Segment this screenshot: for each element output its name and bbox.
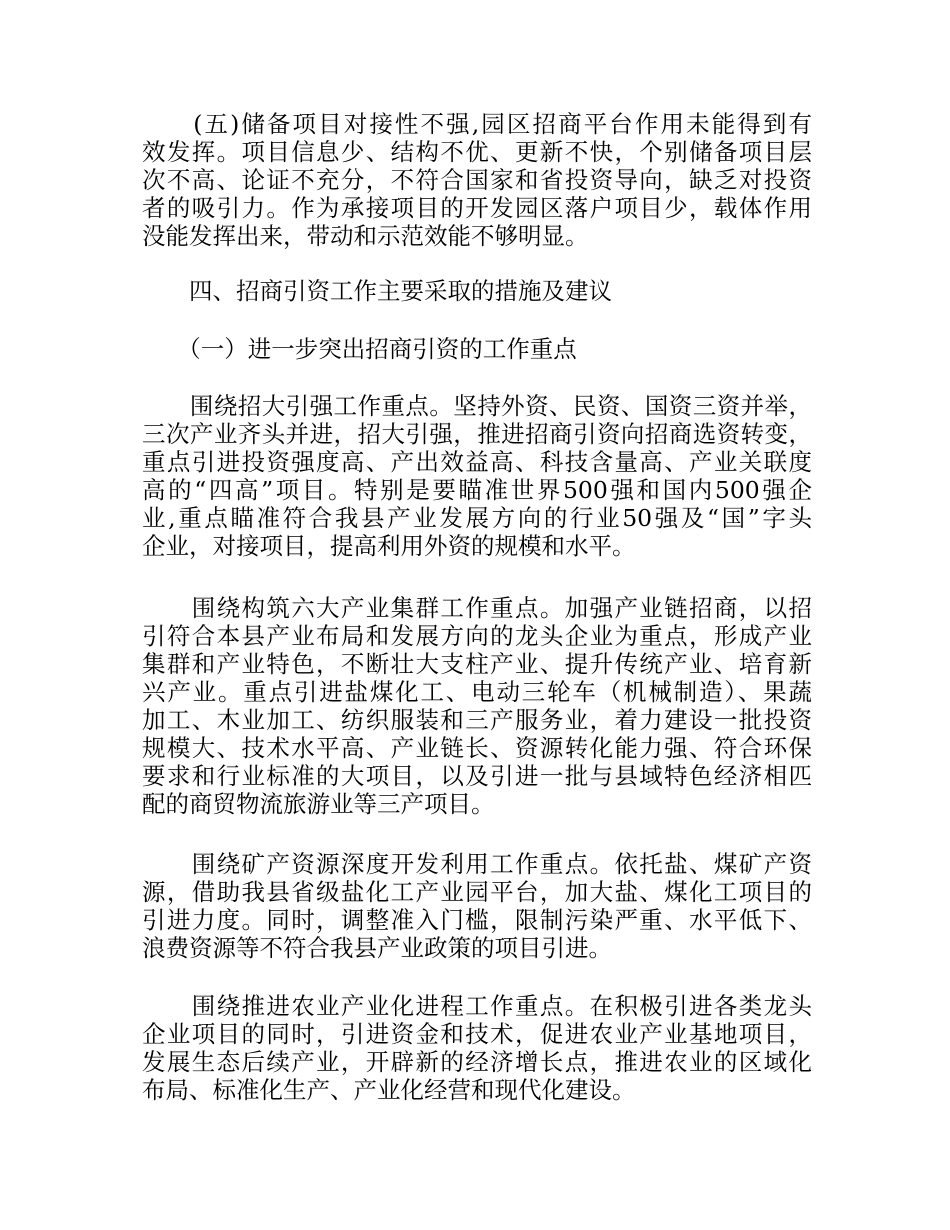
text-line: 浪费资源等不符合我县产业政策的项目引进。 bbox=[142, 934, 612, 962]
section-heading: 四、招商引资工作主要采取的措施及建议 bbox=[142, 277, 612, 305]
text-line: 加工、木业加工、纺织服装和三产服务业，着力建设一批投资 bbox=[142, 706, 812, 734]
document-page bbox=[142, 110, 812, 1104]
text-line: 高的“四高”项目。特别是要瞄准世界500强和国内500强企 bbox=[142, 476, 812, 504]
text-line: 围绕矿产资源深度开发利用工作重点。依托盐、煤矿产资 bbox=[142, 850, 812, 878]
text-line: 兴产业。重点引进盐煤化工、电动三轮车（机械制造）、果蔬 bbox=[142, 678, 812, 706]
text-line: 围绕推进农业产业化进程工作重点。在积极引进各类龙头 bbox=[142, 992, 812, 1020]
text-line: 配的商贸物流旅游业等三产项目。 bbox=[142, 790, 495, 818]
paragraph-industry-clusters bbox=[142, 594, 812, 818]
paragraph-mineral-resources bbox=[142, 850, 812, 962]
text-line: 围绕构筑六大产业集群工作重点。加强产业链招商，以招 bbox=[142, 594, 812, 622]
text-line: (五)储备项目对接性不强,园区招商平台作用未能得到有 bbox=[142, 110, 812, 138]
subsection-heading: （一）进一步突出招商引资的工作重点 bbox=[142, 335, 577, 363]
paragraph-spacer bbox=[142, 363, 812, 392]
text-line: 源，借助我县省级盐化工产业园平台，加大盐、煤化工项目的 bbox=[142, 878, 812, 906]
paragraph-spacer bbox=[142, 962, 812, 992]
paragraph-spacer bbox=[142, 818, 812, 850]
text-line: 效发挥。项目信息少、结构不优、更新不快，个别储备项目层 bbox=[142, 138, 812, 166]
paragraph-spacer bbox=[142, 250, 812, 277]
text-line: 围绕招大引强工作重点。坚持外资、民资、国资三资并举， bbox=[142, 392, 812, 420]
text-line: 集群和产业特色，不断壮大支柱产业、提升传统产业、培育新 bbox=[142, 650, 812, 678]
text-line: 企业，对接项目，提高利用外资的规模和水平。 bbox=[142, 532, 636, 560]
text-line: 者的吸引力。作为承接项目的开发园区落户项目少，载体作用 bbox=[142, 194, 812, 222]
text-line: 规模大、技术水平高、产业链长、资源转化能力强、符合环保 bbox=[142, 734, 812, 762]
text-line: 次不高、论证不充分，不符合国家和省投资导向，缺乏对投资 bbox=[142, 166, 812, 194]
paragraph-reserve-projects bbox=[142, 110, 812, 250]
text-line: 企业项目的同时，引进资金和技术，促进农业产业基地项目， bbox=[142, 1020, 812, 1048]
text-line: 发展生态后续产业，开辟新的经济增长点，推进农业的区域化 bbox=[142, 1048, 812, 1076]
text-line: 没能发挥出来，带动和示范效能不够明显。 bbox=[142, 222, 589, 250]
paragraph-spacer bbox=[142, 560, 812, 594]
paragraph-spacer bbox=[142, 305, 812, 335]
text-line: 业,重点瞄准符合我县产业发展方向的行业50强及“国”字头 bbox=[142, 504, 812, 532]
text-line: 引符合本县产业布局和发展方向的龙头企业为重点，形成产业 bbox=[142, 622, 812, 650]
text-line: 要求和行业标准的大项目，以及引进一批与县域特色经济相匹 bbox=[142, 762, 812, 790]
text-line: 三次产业齐头并进，招大引强，推进招商引资向招商选资转变， bbox=[142, 420, 812, 448]
text-line: 布局、标准化生产、产业化经营和现代化建设。 bbox=[142, 1076, 636, 1104]
paragraph-agriculture bbox=[142, 992, 812, 1104]
text-line: 重点引进投资强度高、产出效益高、科技含量高、产业关联度 bbox=[142, 448, 812, 476]
text-line: 引进力度。同时，调整准入门槛，限制污染严重、水平低下、 bbox=[142, 906, 812, 934]
paragraph-big-projects bbox=[142, 392, 812, 560]
